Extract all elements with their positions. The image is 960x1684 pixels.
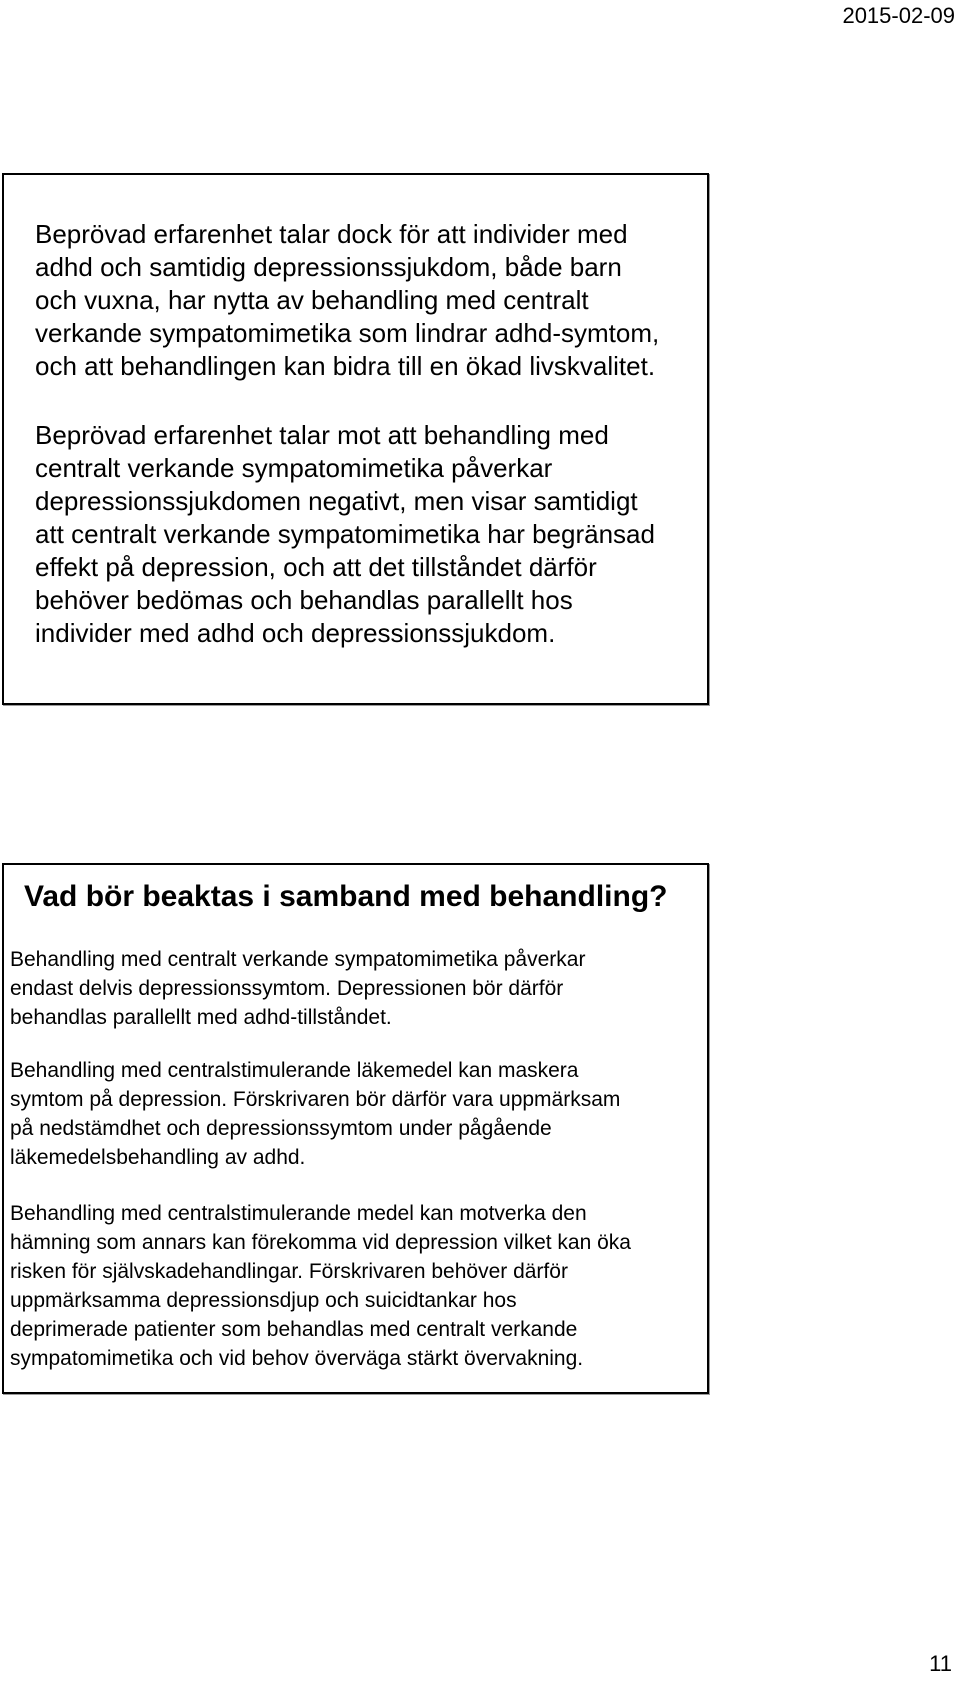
text-line: Beprövad erfarenhet talar dock för att individer med — [35, 219, 628, 249]
print-date: 2015-02-09 — [842, 3, 955, 28]
text-line: Behandling med centralstimulerande läkemedel kan maskera — [10, 1059, 579, 1082]
text-line: att centralt verkande sympatomimetika har begränsad — [35, 519, 655, 549]
text-line: adhd och samtidig depressionssjukdom, både barn — [35, 252, 622, 282]
slide-1-paragraph-1 — [35, 218, 659, 383]
slide-2 — [2, 863, 709, 1394]
text-line: depressionssjukdomen negativt, men visar samtidigt — [35, 486, 638, 516]
slide-2-paragraph-2 — [10, 1056, 620, 1172]
text-line: och att behandlingen kan bidra till en ökad livskvalitet. — [35, 351, 656, 381]
text-line: risken för självskadehandlingar. Förskrivaren behöver därför — [10, 1260, 568, 1283]
text-line: uppmärksamma depressionsdjup och suicidtankar hos — [10, 1289, 517, 1312]
text-line: behöver bedömas och behandlas parallellt hos — [35, 585, 573, 615]
slide-2-paragraph-1 — [10, 945, 585, 1032]
slide-2-heading: Vad bör beaktas i samband med behandling? — [24, 880, 668, 913]
text-line: och vuxna, har nytta av behandling med centralt — [35, 285, 589, 315]
text-line: sympatomimetika och vid behov överväga stärkt övervakning. — [10, 1347, 584, 1370]
text-line: symtom på depression. Förskrivaren bör därför vara uppmärksam — [10, 1088, 621, 1111]
page-number: 11 — [929, 1651, 952, 1676]
text-line: hämning som annars kan förekomma vid depression vilket kan öka — [10, 1231, 631, 1254]
text-line: behandlas parallellt med adhd-tillståndet. — [10, 1006, 392, 1029]
text-line: läkemedelsbehandling av adhd. — [10, 1146, 306, 1169]
text-line: Behandling med centralstimulerande medel kan motverka den — [10, 1202, 587, 1225]
text-line: centralt verkande sympatomimetika påverkar — [35, 453, 553, 483]
text-line: Behandling med centralt verkande sympatomimetika påverkar — [10, 948, 586, 971]
text-line: Beprövad erfarenhet talar mot att behandling med — [35, 420, 609, 450]
text-line: verkande sympatomimetika som lindrar adhd-symtom, — [35, 318, 660, 348]
text-line: på nedstämdhet och depressionssymtom under pågående — [10, 1117, 552, 1140]
text-line: individer med adhd och depressionssjukdom. — [35, 618, 556, 648]
slide-2-paragraph-3 — [10, 1199, 631, 1373]
text-line: effekt på depression, och att det tillståndet därför — [35, 552, 597, 582]
text-line: endast delvis depressionssymtom. Depressionen bör därför — [10, 977, 564, 1000]
slide-1 — [2, 173, 709, 705]
slide-1-paragraph-2 — [35, 419, 655, 650]
text-line: deprimerade patienter som behandlas med centralt verkande — [10, 1318, 578, 1341]
